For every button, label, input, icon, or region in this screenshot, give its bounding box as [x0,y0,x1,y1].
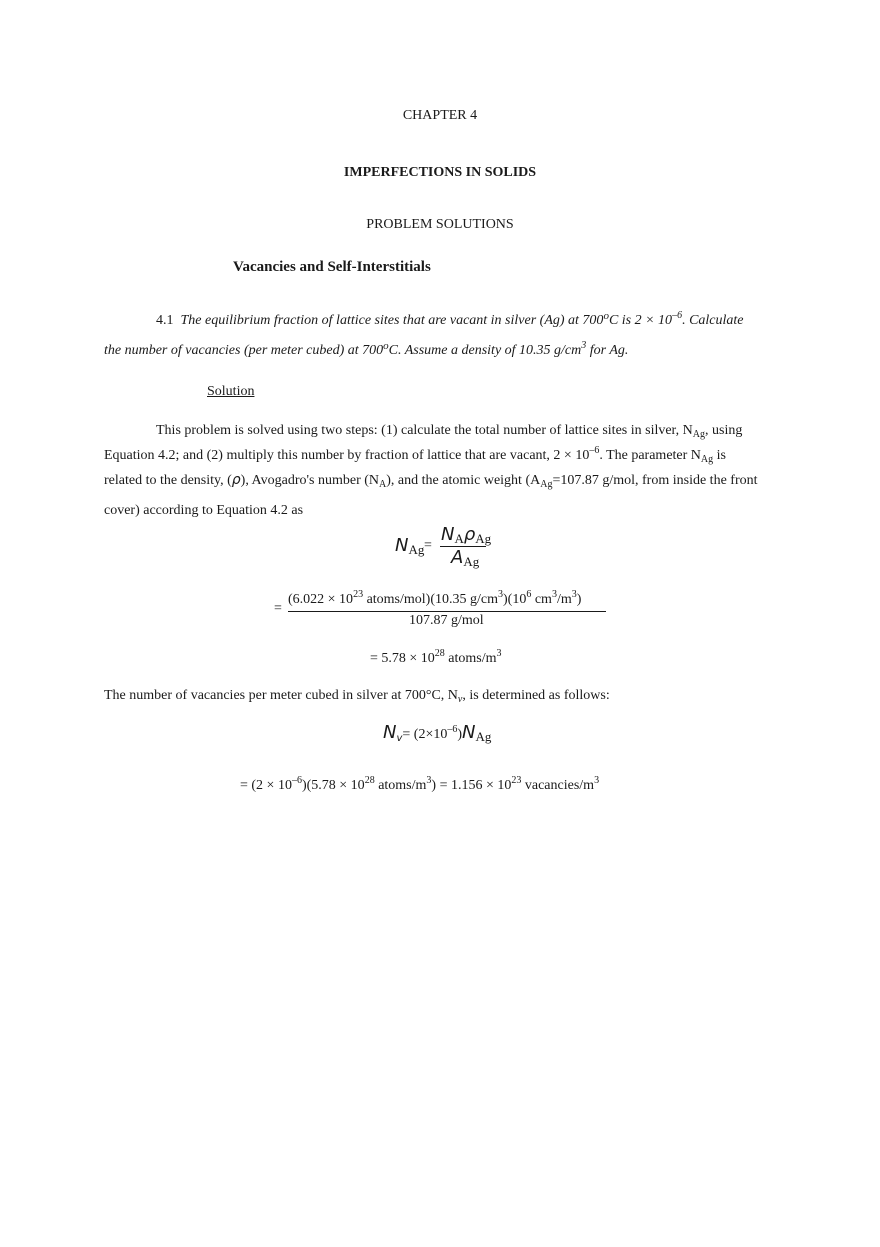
section-subtitle: PROBLEM SOLUTIONS [366,217,514,232]
body-line4: cover) according to Equation 4.2 as [104,503,304,518]
body-line5: The number of vacancies per meter cubed in silver at 700°C, $N_v$, is determined as follows: [104,688,610,705]
eq2-fraction-bar [288,611,606,612]
body-line1: This problem is solved using two steps: (1) calculate the total number of lattice sites in silver, $N_{Ag}$, using [156,423,743,440]
section-heading: Vacancies and Self-Interstitials [233,259,431,275]
eq1-denominator: $A_{Ag}$ [451,547,480,569]
problem-number: 4.1 [156,313,174,328]
document-page: CHAPTER 4 IMPERFECTIONS IN SOLIDS PROBLEM SOLUTIONS Vacancies and Self-Interstitials 4.1 The equilibrium fraction of lattice sites that are vacant in silver (Ag) at 700$^o$C is $2 \times 10^{-6}$. Calculate the number of vacancies (per meter cubed) at 700$^o$C. Assume a density of 10.35 $g/cm^3$ for Ag. Solution This problem is solved using two steps: (1) calculate the total number of lattice sites in silver, $N_{Ag}$, using Equation 4.2; and (2) multiply this number by fraction of lattice that are vacant, $2 \times 10^{-6}$. The parameter $N_{Ag}$ is related to the density, (ρ), Avogadro's number $(N_A)$, and the atomic weight ($A_{Ag}=107.87$ g/mol, from inside the front cover) according to Equation 4.2 as $N_{Ag}$ = $N_A\rho_{Ag}$ $A_{Ag}$ = ($6.022 \times 10^{23}$ atoms/mol)(10.35 $g/cm^3)(10^6$ $cm^3/m^3$) 107.87 g/mol = $5.78 \times 10^{28}$ atoms/$m^3$ The number of vacancies per meter cubed in silver at 700°C, $N_v$, is determined as follows: $N_v= (2\times 10^{-6})N_{Ag}$ = $(2 \times 10^{-6})(5.78 \times 10^{28}$ atoms/$m^3) = 1.156 \times 10^{23}$ vacancies/$m^3$ [0,0,880,1247]
equation-nv-definition: $N_v= (2\times 10^{-6})N_{Ag}$ [383,722,492,744]
problem-statement-line1: 4.1 The equilibrium fraction of lattice sites that are vacant in silver (Ag) at 700$^o$C is $2 \times 10^{-6}$. Calculate [156,310,744,328]
equation-nv-result: = $(2 \times 10^{-6})(5.78 \times 10^{28}$ atoms/$m^3) = 1.156 \times 10^{23}$ vacancies/$m^3$ [240,775,600,793]
equation-nag-result: = $5.78 \times 10^{28}$ atoms/$m^3$ [370,648,502,666]
eq2-denominator: 107.87 g/mol [409,613,484,628]
eq2-numerator: ($6.022 \times 10^{23}$ atoms/mol)(10.35 $g/cm^3)(10^6$ $cm^3/m^3$) [288,589,582,607]
body-line2: Equation 4.2; and (2) multiply this number by fraction of lattice that are vacant, $2 \times 10^{-6}$. The parameter $N_{Ag}$ is [104,445,726,465]
solution-heading: Solution [207,384,255,399]
eq1-numerator: $N_A\rho_{Ag}$ [441,524,492,546]
chapter-heading: CHAPTER 4 [402,108,478,123]
problem-statement-line2: the number of vacancies (per meter cubed) at 700$^o$C. Assume a density of 10.35 $g/cm^3$ for Ag. [104,340,629,358]
body-line3: related to the density, (ρ), Avogadro's number $(N_A)$, and the atomic weight ($A_{Ag}=107.87$ g/mol, from inside the front [104,472,758,490]
chapter-title: IMPERFECTIONS IN SOLIDS [343,165,537,180]
